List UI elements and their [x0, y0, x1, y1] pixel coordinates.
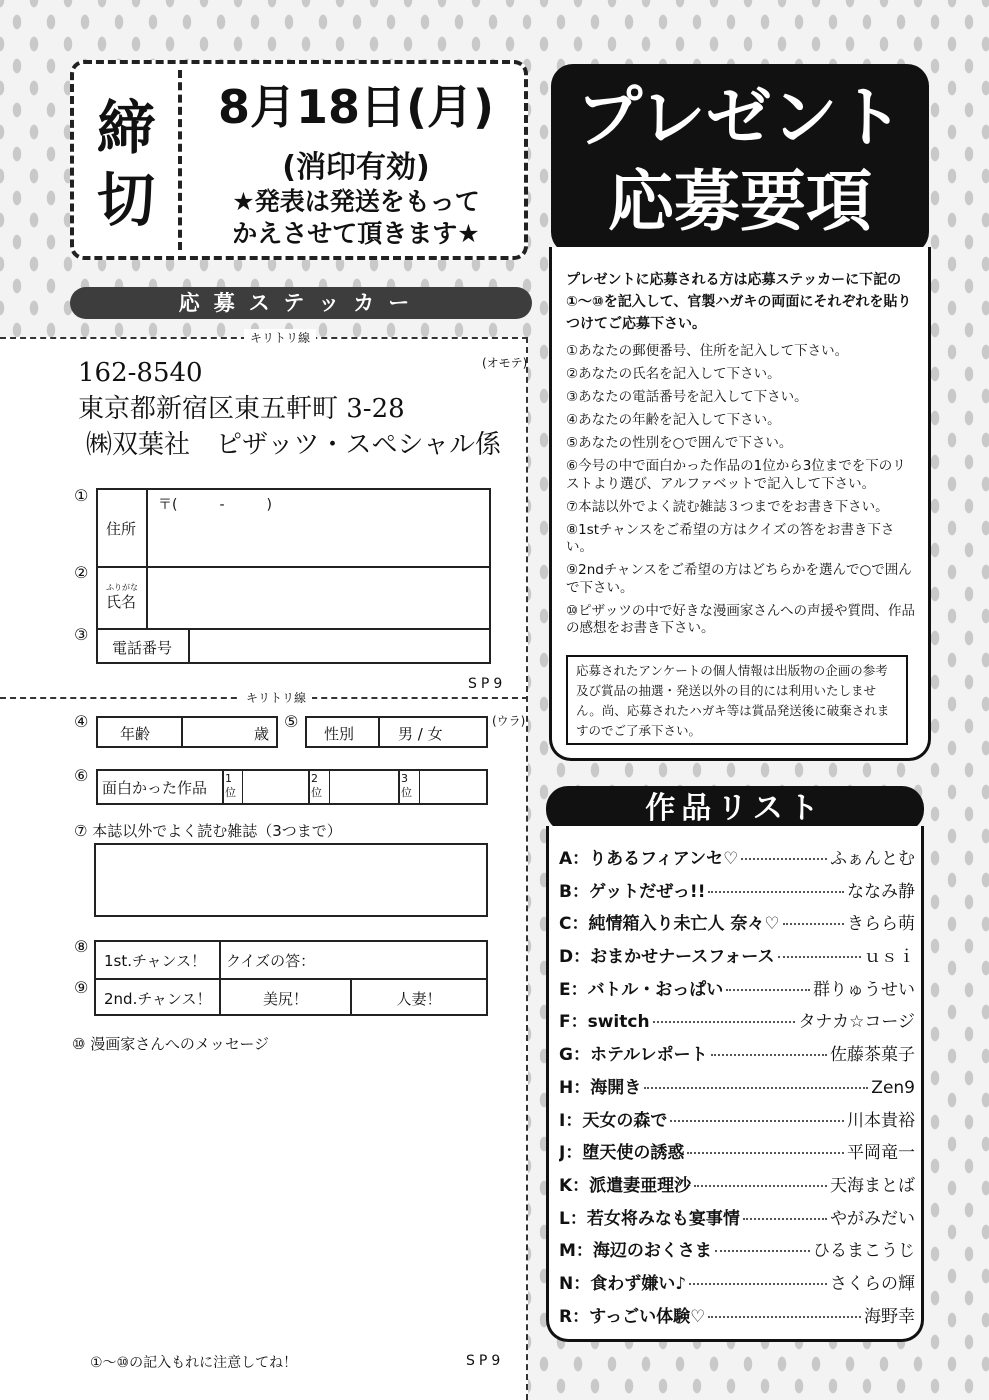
work-author: 平岡竜一	[847, 1143, 915, 1164]
footer-note: ①〜⑩の記入もれに注意してね！	[90, 1355, 298, 1371]
chance-row-divider	[94, 978, 488, 980]
first-chance-label: 1st.チャンス！	[104, 952, 207, 970]
work-item	[559, 1269, 915, 1302]
field-number-2: ②	[74, 563, 89, 582]
present-intro: プレゼントに応募される方は応募ステッカーに下記の①〜⑩を記入して、官製ハガキの両面にそれぞれを貼りつけてご応募下さい。	[566, 272, 912, 332]
name-field[interactable]	[96, 566, 491, 630]
favorite-works-label: 面白かった作品	[102, 779, 208, 797]
postmark-valid: (消印有効)	[282, 150, 430, 185]
rank-3-label: 3位	[401, 772, 412, 799]
work-item	[559, 877, 915, 910]
sticker-code-front: SP9	[468, 676, 507, 692]
rule-item: ②あなたの氏名を記入して下さい。	[566, 366, 781, 382]
field-number-3: ③	[74, 625, 89, 644]
work-title: K：派遣妻亜理沙	[559, 1175, 692, 1196]
age-unit: 歳	[254, 725, 270, 743]
announcement-note	[186, 186, 526, 250]
work-title: J：堕天使の誘惑	[559, 1143, 685, 1164]
work-title: L：若女将みなも宴事情	[559, 1208, 740, 1229]
work-title: A：りあるフィアンセ♡	[559, 849, 739, 869]
announcement-line-2: かえさせて頂きます★	[232, 219, 480, 248]
front-label: (オモテ)	[482, 356, 528, 370]
back-label: (ウラ)	[492, 714, 526, 728]
leader-dots	[644, 1087, 868, 1089]
work-author: Zen9	[871, 1077, 915, 1098]
work-item	[559, 1007, 915, 1040]
address-divider	[146, 488, 148, 568]
zip-mark: 〒( - )	[158, 497, 272, 513]
cut-label-middle: キリトリ線	[240, 689, 312, 706]
leader-dots	[741, 858, 827, 860]
privacy-notice: 応募されたアンケートの個人情報は出版物の企画の参考及び賞品の抽選・発送以外の目的には利用いたしません。尚、応募されたハガキ等は賞品発送後に破棄されますのでご了承下さい。	[566, 655, 908, 745]
cut-label-top: キリトリ線	[244, 329, 316, 346]
present-rules-panel	[549, 247, 931, 761]
work-author: ひるまこうじ	[813, 1241, 915, 1262]
work-item	[559, 1040, 915, 1073]
work-title: N：食わず嫌い♪	[559, 1273, 687, 1294]
rank-divider-2	[308, 769, 310, 805]
leader-dots	[783, 923, 844, 925]
rule-item: ④あなたの年齢を記入して下さい。	[566, 412, 781, 428]
leader-dots	[715, 1250, 810, 1252]
work-title: E：バトル・おっぱい	[559, 979, 724, 1000]
gender-options: 男 / 女	[398, 725, 443, 743]
magazines-label: ⑦ 本誌以外でよく読む雑誌（3つまで）	[74, 822, 342, 840]
work-item	[559, 1171, 915, 1204]
furigana-label: ふりがな	[106, 583, 138, 592]
gender-label: 性別	[324, 725, 355, 743]
work-title: C：純情箱入り未亡人 奈々♡	[559, 914, 780, 935]
sticker-code-back: SP9	[466, 1353, 505, 1369]
works-list-title: 作品リスト	[546, 786, 924, 832]
phone-label: 電話番号	[112, 639, 173, 657]
rank-sub-divider-2	[329, 769, 330, 805]
works-list-panel	[546, 826, 924, 1342]
quiz-answer-input[interactable]	[300, 944, 482, 974]
work-item	[559, 1236, 915, 1269]
work-author: 佐藤茶菓子	[830, 1045, 915, 1066]
announcement-line-1: ★発表は発送をもって	[232, 187, 480, 216]
phone-divider	[188, 628, 190, 664]
leader-dots	[711, 1054, 827, 1056]
rule-item: ⑤あなたの性別を○で囲んで下さい。	[566, 435, 793, 451]
work-item	[559, 1204, 915, 1237]
address-field[interactable]	[96, 488, 491, 568]
deadline-divider	[178, 70, 182, 250]
field-number-1: ①	[74, 486, 89, 505]
second-chance-label: 2nd.チャンス！	[104, 990, 212, 1008]
work-title: M：海辺のおくさま	[559, 1241, 712, 1262]
postal-code: 162-8540	[78, 358, 203, 388]
quiz-answer-label: クイズの答：	[226, 952, 316, 970]
name-divider	[146, 566, 148, 630]
leader-dots	[726, 989, 810, 991]
work-author: やがみだい	[830, 1208, 915, 1229]
field-number-9: ⑨	[74, 978, 89, 997]
message-label: ⑩ 漫画家さんへのメッセージ	[72, 1035, 270, 1053]
present-title-line-1: プレゼント	[576, 79, 904, 156]
leader-dots	[687, 1152, 844, 1154]
work-item	[559, 1106, 915, 1139]
message-field[interactable]	[72, 1058, 492, 1328]
field-number-8: ⑧	[74, 937, 89, 956]
work-item	[559, 942, 915, 975]
work-item	[559, 1138, 915, 1171]
rank-divider-3	[398, 769, 400, 805]
deadline-date: 8月18日(月)	[217, 80, 495, 134]
address-line-2: ㈱双葉社 ピザッツ・スペシャル係	[86, 430, 501, 460]
rule-item: ①あなたの郵便番号、住所を記入して下さい。	[566, 343, 849, 359]
leader-dots	[689, 1283, 827, 1285]
rank-divider-1	[222, 769, 224, 805]
age-divider	[181, 716, 183, 748]
work-title: R：すっごい体験♡	[559, 1306, 706, 1327]
leader-dots	[694, 1185, 827, 1187]
present-title-line-2: 応募要項	[608, 163, 872, 240]
option-hitozuma[interactable]: 人妻！	[396, 990, 442, 1008]
leader-dots	[653, 1021, 796, 1023]
rule-item: ③あなたの電話番号を記入して下さい。	[566, 389, 808, 405]
name-label: 氏名	[106, 593, 137, 611]
work-item	[559, 1302, 915, 1335]
work-item	[559, 909, 915, 942]
rule-item: ⑨2ndチャンスをご希望の方はどちらかを選んで○で囲んで下さい。	[566, 562, 912, 596]
rules-list	[566, 343, 918, 643]
work-title: H：海開き	[559, 1077, 642, 1098]
rule-item: ⑩ピザッツの中で好きな漫画家さんへの声援や質問、作品の感想をお書き下さい。	[566, 602, 916, 636]
rank-sub-divider-3	[419, 769, 420, 805]
field-number-5: ⑤	[284, 712, 299, 731]
rule-item: ⑥今号の中で面白かった作品の1位から3位までを下のリストより選び、アルファベットで記入して下さい。	[566, 458, 906, 492]
work-title: B：ゲットだぜっ!!	[559, 881, 706, 902]
work-title: G：ホテルレポート	[559, 1045, 708, 1066]
work-author: 海野幸	[864, 1306, 915, 1327]
option-bihip[interactable]: 美尻！	[262, 990, 308, 1008]
present-title	[551, 64, 929, 254]
work-title: D：おまかせナースフォース	[559, 947, 775, 968]
deadline-box	[70, 60, 528, 260]
rule-item: ⑦本誌以外でよく読む雑誌３つまでをお書き下さい。	[566, 498, 889, 515]
rank-1-label: 1位	[225, 772, 236, 799]
work-item	[559, 1073, 915, 1106]
sticker-banner: 応募ステッカー	[70, 287, 532, 319]
work-author: 群りゅうせい	[813, 979, 915, 1000]
work-author: ななみ静	[847, 881, 915, 902]
work-author: きらら萌	[847, 914, 915, 935]
work-author: さくらの輝	[830, 1273, 915, 1294]
age-label: 年齢	[120, 725, 151, 743]
work-item	[559, 975, 915, 1008]
work-author: 川本貴裕	[847, 1110, 915, 1131]
work-author: 天海まとば	[830, 1175, 915, 1196]
field-number-6: ⑥	[74, 766, 89, 785]
leader-dots	[708, 1316, 861, 1318]
address-line-1: 東京都新宿区東五軒町 3-28	[78, 394, 405, 424]
leader-dots	[778, 956, 861, 958]
work-author: タナカ☆コージ	[798, 1012, 915, 1033]
work-item	[559, 844, 915, 877]
work-title: F：switch	[559, 1012, 650, 1033]
deadline-label: 締切	[96, 94, 155, 234]
address-label: 住所	[106, 520, 137, 538]
magazines-field[interactable]	[94, 843, 488, 917]
leader-dots	[708, 891, 844, 893]
work-author: ふぁんとむ	[830, 849, 915, 869]
works-list	[559, 844, 915, 1334]
work-author: ｕｓｉ	[864, 947, 915, 968]
work-title: I：天女の森で	[559, 1110, 668, 1131]
rank-2-label: 2位	[311, 772, 322, 799]
rank-sub-divider-1	[242, 769, 243, 805]
leader-dots	[670, 1120, 844, 1122]
gender-divider	[378, 716, 380, 748]
leader-dots	[743, 1218, 827, 1220]
rule-item: ⑧1stチャンスをご希望の方はクイズの答をお書き下さい。	[566, 521, 895, 555]
field-number-4: ④	[74, 712, 89, 731]
